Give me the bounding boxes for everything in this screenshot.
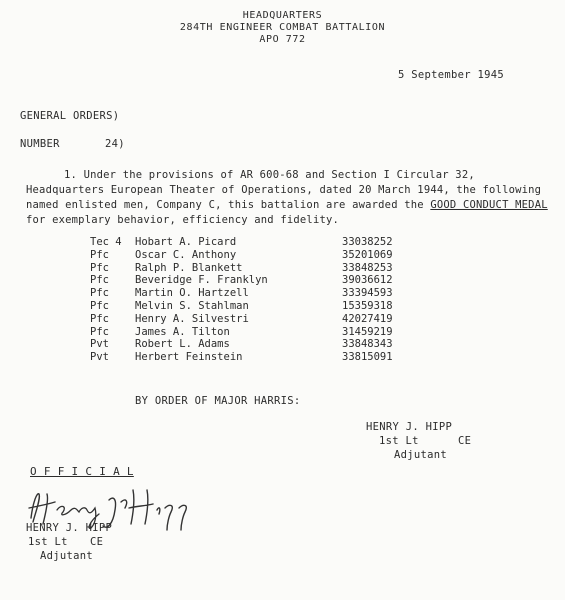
signer-title: Adjutant [394, 449, 447, 461]
by-order-line: BY ORDER OF MAJOR HARRIS: [135, 395, 301, 407]
roster-serial: 33038252 [342, 236, 393, 248]
roster-name: Henry A. Silvestri [135, 312, 249, 325]
award-paragraph [26, 168, 556, 228]
award-name: GOOD CONDUCT MEDAL [430, 199, 548, 211]
roster-name: Beveridge F. Franklyn [135, 274, 268, 287]
roster-name: Robert L. Adams [135, 338, 230, 351]
roster-name: Hobart A. Picard [135, 236, 237, 248]
roster-name: Martin O. Hartzell [135, 287, 249, 300]
official-name: HENRY J. HIPP [26, 522, 113, 534]
roster-rank: Pfc [90, 248, 109, 261]
roster-row [90, 236, 510, 249]
paragraph-text-after: for exemplary behavior, efficiency and fidelity. [26, 214, 340, 226]
roster-row [90, 326, 510, 339]
roster-name: Melvin S. Stahlman [135, 299, 249, 312]
roster-name: Ralph P. Blankett [135, 261, 243, 274]
official-label: O F F I C I A L [30, 465, 134, 478]
number-label: NUMBER [20, 138, 60, 150]
signer-rank: 1st Lt [379, 435, 419, 447]
roster-rank: Pfc [90, 312, 109, 325]
roster-rank: Pvt [90, 351, 109, 364]
roster-row [90, 262, 510, 275]
header-line-2: 284TH ENGINEER COMBAT BATTALION [179, 22, 386, 33]
roster-row [90, 351, 510, 364]
number-value: 24) [105, 138, 125, 150]
signer-name: HENRY J. HIPP [366, 421, 453, 433]
roster-row [90, 274, 510, 287]
roster-rank: Pfc [90, 287, 109, 300]
roster-name: James A. Tilton [135, 325, 230, 338]
header-line-3: APO 772 [259, 34, 306, 45]
roster-serial: 15359318 [342, 299, 393, 312]
official-rank: 1st Lt [28, 536, 68, 548]
roster-serial: 33815091 [342, 351, 393, 364]
roster-rank: Pfc [90, 274, 109, 287]
roster-row [90, 287, 510, 300]
roster-row [90, 300, 510, 313]
paragraph-text-before: 1. Under the provisions of AR 600-68 and Section I Circular 32, Headquarters European Theater of Operations, dated 20 March 1944, the following named enlisted men, Company C, this battalion are awarded the [26, 169, 542, 211]
general-orders-label: GENERAL ORDERS) [20, 110, 120, 122]
official-branch: CE [90, 536, 104, 548]
roster-row [90, 249, 510, 262]
roster-serial: 35201069 [342, 248, 393, 261]
roster-name: Oscar C. Anthony [135, 248, 237, 261]
roster-rank: Pfc [90, 299, 109, 312]
header-line-1: HEADQUARTERS [242, 10, 323, 21]
roster-rank: Pvt [90, 338, 109, 351]
roster-rank: Pfc [90, 325, 109, 338]
roster-serial: 31459219 [342, 325, 393, 338]
roster-serial: 33394593 [342, 287, 393, 300]
roster-row [90, 338, 510, 351]
roster-rank: Tec 4 [90, 236, 122, 248]
roster-serial: 39036612 [342, 274, 393, 287]
roster-row [90, 313, 510, 326]
official-title: Adjutant [40, 550, 93, 562]
date: 5 September 1945 [398, 69, 504, 81]
signer-branch: CE [458, 435, 472, 447]
roster-serial: 33848343 [342, 338, 393, 351]
roster-rank: Pfc [90, 261, 109, 274]
roster-name: Herbert Feinstein [135, 351, 243, 364]
roster-serial: 42027419 [342, 312, 393, 325]
roster-list [90, 236, 510, 364]
roster-serial: 33848253 [342, 261, 393, 274]
